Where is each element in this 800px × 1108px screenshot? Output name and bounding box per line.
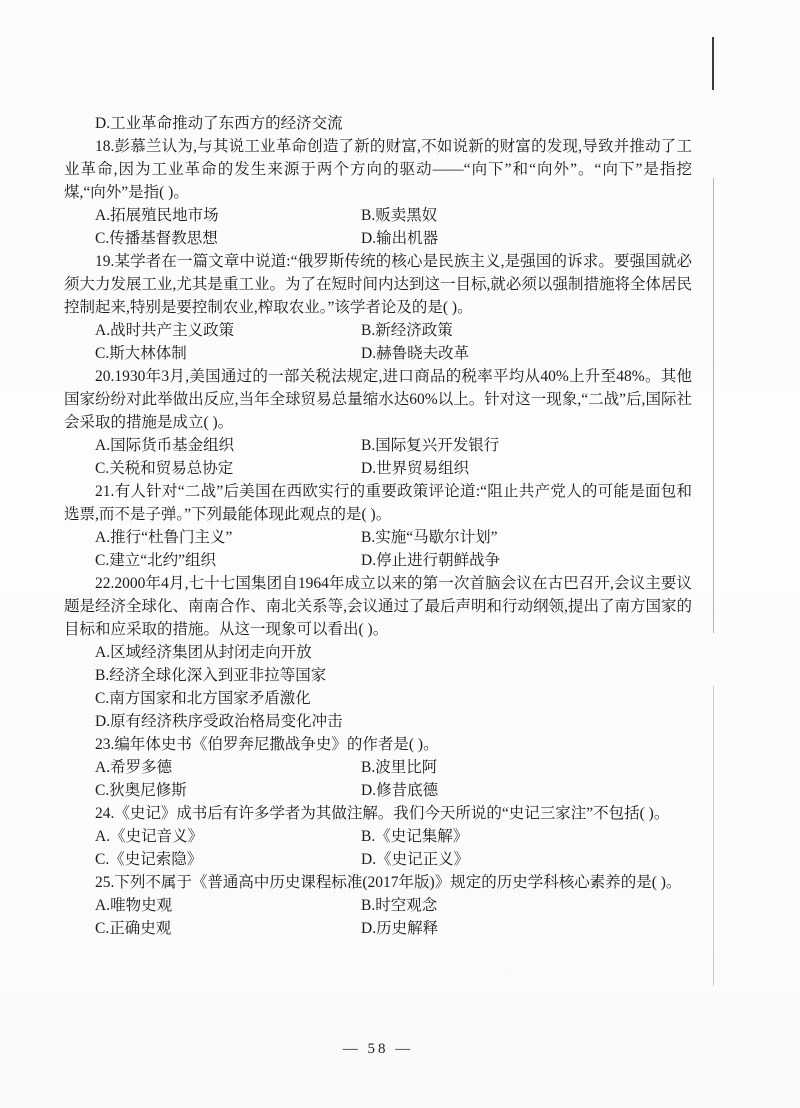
option-b: B.《史记集解》 (361, 828, 469, 845)
scan-artifact-line (712, 37, 714, 90)
option-a: A.希罗多德 (95, 759, 173, 776)
option-c: C.南方国家和北方国家矛盾激化 (95, 690, 311, 707)
option-c: C.传播基督教思想 (95, 230, 218, 247)
option-d: D.停止进行朝鲜战争 (361, 552, 501, 569)
option-a: A.战时共产主义政策 (95, 322, 235, 339)
question-stem: 20.1930年3月,美国通过的一部关税法规定,进口商品的税率平均从40%上升至48%。其他国家纷纷对此举做出反应,当年全球贸易总量缩水达60%以上。针对这一现象,“二战”后,国际社会采取的措施是成立( )。 (64, 368, 692, 431)
scan-artifact-line (713, 686, 714, 986)
option-b: B.经济全球化深入到亚非拉等国家 (95, 667, 327, 684)
option-d: D.修昔底德 (361, 782, 439, 799)
option-a: A.唯物史观 (95, 897, 173, 914)
option-c: C.正确史观 (95, 920, 172, 937)
option-b: B.国际复兴开发银行 (361, 437, 500, 454)
question-stem: 24.《史记》成书后有许多学者为其做注解。我们今天所说的“史记三家注”不包括( )。 (95, 805, 670, 822)
option-b: B.波里比阿 (361, 759, 438, 776)
question-stem: 21.有人针对“二战”后美国在西欧实行的重要政策评论道:“阻止共产党人的可能是面包和选票,而不是子弹。”下列最能体现此观点的是( )。 (64, 483, 692, 523)
option-d: D.《史记正义》 (361, 851, 470, 868)
option-b: B.贩卖黑奴 (361, 207, 438, 224)
option-c: C.狄奥尼修斯 (95, 782, 187, 799)
option-b: B.新经济政策 (361, 322, 453, 339)
option-a: A.国际货币基金组织 (95, 437, 235, 454)
question-stem: 25.下列不属于《普通高中历史课程标准(2017年版)》规定的历史学科核心素养的是( )。 (95, 874, 682, 891)
options-group (95, 641, 692, 733)
question-stem: 23.编年体史书《伯罗奔尼撒战争史》的作者是( )。 (95, 736, 439, 753)
option-c: C.斯大林体制 (95, 345, 187, 362)
option-d: D.原有经济秩序受政治格局变化冲击 (95, 713, 343, 730)
option-a: A.区域经济集团从封闭走向开放 (95, 644, 312, 661)
question-stem: 19.某学者在一篇文章中说道:“俄罗斯传统的核心是民族主义,是强国的诉求。要强国就必须大力发展工业,尤其是重工业。为了在短时间内达到这一目标,就必须以强制措施将全体居民控制起来,特别是要控制农业,榨取农业。”该学者论及的是( )。 (64, 253, 692, 316)
option-d: D.赫鲁晓夫改革 (361, 345, 470, 362)
option-a: A.拓展殖民地市场 (95, 207, 219, 224)
option-b: B.时空观念 (361, 897, 438, 914)
option-a: A.推行“杜鲁门主义” (95, 529, 233, 546)
option-a: D.工业革命推动了东西方的经济交流 (95, 115, 343, 132)
exam-questions-body (64, 112, 692, 940)
option-d: D.输出机器 (361, 230, 439, 247)
option-c: C.《史记索隐》 (95, 851, 203, 868)
options-group (95, 434, 692, 480)
option-c: C.建立“北约”组织 (95, 552, 216, 569)
options-group (95, 112, 692, 135)
options-group (95, 526, 692, 572)
option-d: D.世界贸易组织 (361, 460, 470, 477)
page-number: — 58 — (342, 1041, 414, 1057)
option-d: D.历史解释 (361, 920, 439, 937)
question-stem: 18.彭慕兰认为,与其说工业革命创造了新的财富,不如说新的财富的发现,导致并推动了工业革命,因为工业革命的发生来源于两个方向的驱动——“向下”和“向外”。“向下”是指挖煤,“向外”是指( )。 (64, 138, 692, 201)
option-c: C.关税和贸易总协定 (95, 460, 234, 477)
options-group (95, 204, 692, 250)
scan-artifact-line (713, 178, 714, 633)
options-group (95, 825, 692, 871)
question-stem: 22.2000年4月,七十七国集团自1964年成立以来的第一次首脑会议在古巴召开,会议主要议题是经济全球化、南南合作、南北关系等,会议通过了最后声明和行动纲领,提出了南方国家的目标和应采取的措施。从这一现象可以看出( )。 (64, 575, 692, 638)
options-group (95, 756, 692, 802)
options-group (95, 894, 692, 940)
option-b: B.实施“马歇尔计划” (361, 529, 498, 546)
options-group (95, 319, 692, 365)
option-a: A.《史记音义》 (95, 828, 204, 845)
